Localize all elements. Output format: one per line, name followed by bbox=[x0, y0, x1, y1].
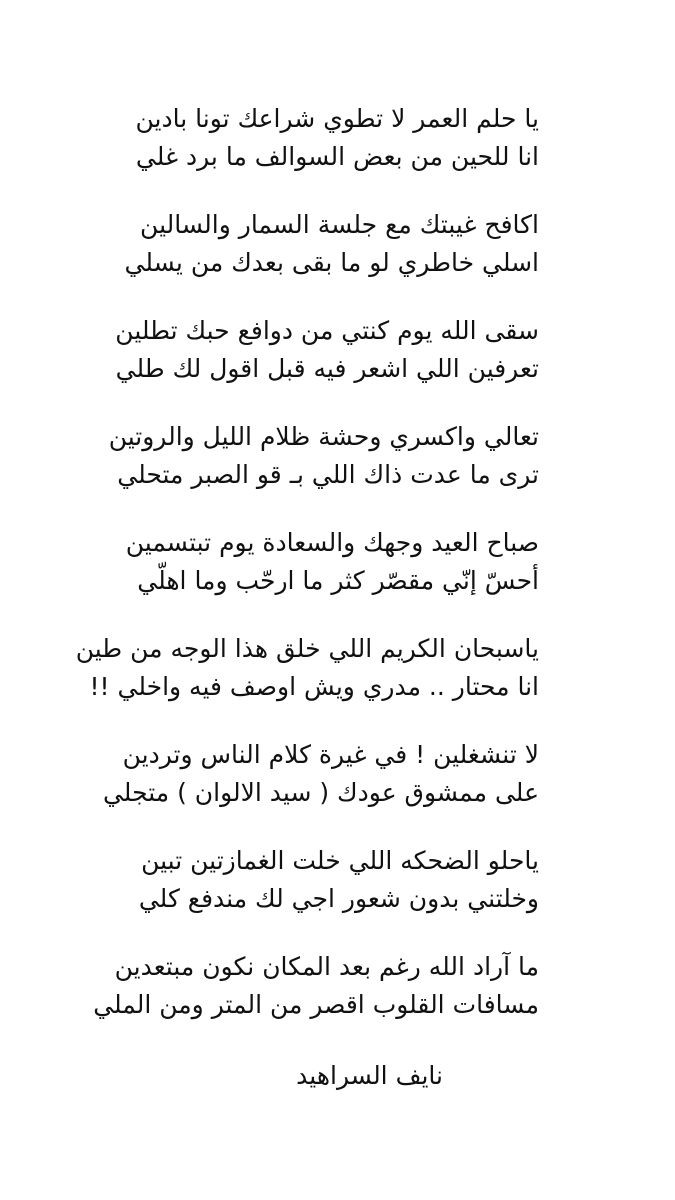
poem-line: وخلتني بدون شعور اجي لك مندفع كلي bbox=[138, 884, 539, 913]
poem-line: مسافات القلوب اقصر من المتر ومن الملي bbox=[93, 990, 539, 1019]
poem-line: ياحلو الضحكه اللي خلت الغمازتين تبين bbox=[141, 846, 539, 875]
poem-line: أحسّ إنّي مقصّر كثر ما ارحّب وما اهلّي bbox=[137, 566, 539, 595]
poem-line: انا محتار .. مدري ويش اوصف فيه واخلي !! bbox=[89, 672, 539, 701]
author-signature: نايف السراهيد bbox=[296, 1061, 443, 1090]
poem-line: على ممشوق عودك ( سيد الالوان ) متجلي bbox=[102, 778, 539, 807]
stanza bbox=[0, 842, 675, 948]
poem-line: لا تنشغلين ! في غيرة كلام الناس وتردين bbox=[122, 740, 539, 769]
poem-line: اكافح غيبتك مع جلسة السمار والسالين bbox=[140, 210, 539, 239]
stanza bbox=[0, 630, 675, 736]
stanza bbox=[0, 736, 675, 842]
stanza bbox=[0, 312, 675, 418]
stanza bbox=[0, 948, 675, 1054]
poem-line: ترى ما عدت ذاك اللي بـ قو الصبر متحلي bbox=[117, 460, 539, 489]
stanza bbox=[0, 524, 675, 630]
poem-line: اسلي خاطري لو ما بقى بعدك من يسلي bbox=[124, 248, 539, 277]
stanza bbox=[0, 206, 675, 312]
poem-line: صباح العيد وجهك والسعادة يوم تبتسمين bbox=[125, 528, 539, 557]
poem-line: تعالي واكسري وحشة ظلام الليل والروتين bbox=[108, 422, 539, 451]
poem-line: ياسبحان الكريم اللي خلق هذا الوجه من طين bbox=[75, 634, 539, 663]
poem-line: سقى الله يوم كنتي من دوافع حبك تطلين bbox=[115, 316, 539, 345]
poem-line: ما آراد الله رغم بعد المكان نكون مبتعدين bbox=[114, 952, 539, 981]
stanza bbox=[0, 418, 675, 524]
poem-line: تعرفين اللي اشعر فيه قبل اقول لك طلي bbox=[115, 354, 539, 383]
poem-line: يا حلم العمر لا تطوي شراعك تونا بادين bbox=[135, 104, 539, 133]
poem-line: انا للحين من بعض السوالف ما برد غلي bbox=[135, 142, 539, 171]
stanza bbox=[0, 100, 675, 206]
poem bbox=[0, 100, 675, 1095]
